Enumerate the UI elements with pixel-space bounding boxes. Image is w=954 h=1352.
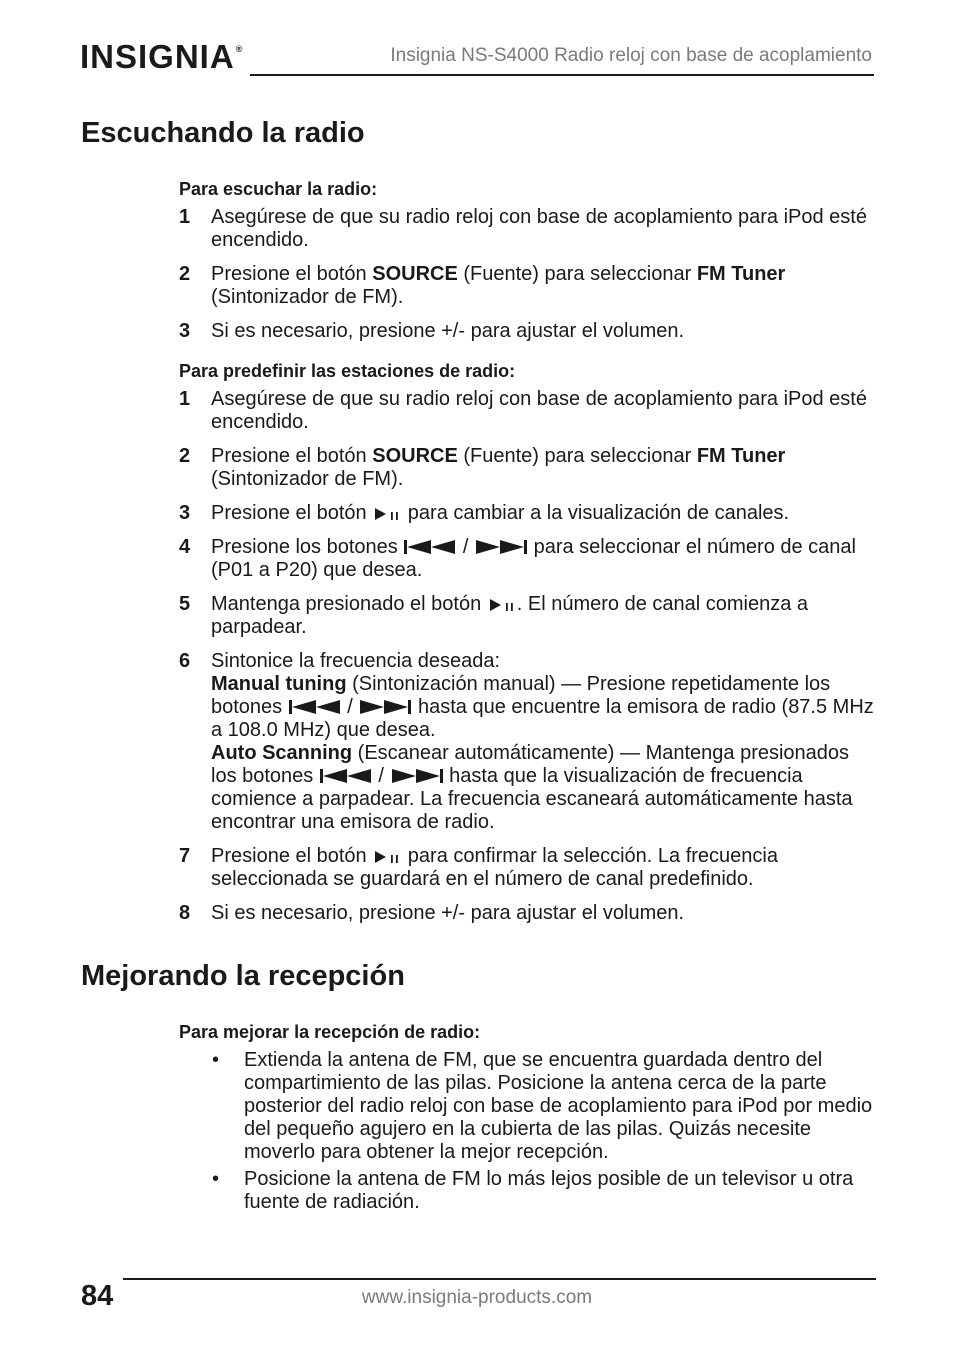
step-text: para confirmar la selección. La frecuencia seleccionada se guardará en el número de canal predefinido. [211,845,778,890]
list-item [179,445,879,491]
bullet-text: Posicione la antena de FM lo más lejos posible de un televisor u otra fuente de radiación. [244,1168,854,1213]
skip-forward-icon [390,767,444,785]
section-title-radio: Escuchando la radio [81,117,365,149]
step-text: Presione el botón [211,845,373,867]
step-text: Si es necesario, presione +/- para ajustar el volumen. [211,902,685,924]
source-label: SOURCE [372,445,458,467]
list-item [179,650,879,834]
step-text: (Sintonizador de FM). [211,468,404,490]
steps-preset [179,388,879,925]
step-number: 7 [179,845,191,867]
header-divider [250,74,874,76]
list-item [179,536,879,582]
bullets-reception [179,1049,879,1214]
footer-url: www.insignia-products.com [361,1287,593,1308]
step-number: 4 [179,536,191,558]
bullet-text: Extienda la antena de FM, que se encuentra guardada dentro del compartimiento de las pilas. Posicione la antena cerca de la parte posterior del radio reloj con base de acoplamiento para iPod por medio del pequeño agujero en la cubierta de las pilas. Quizás necesite moverlo para obtener la mejor recepción. [244,1049,873,1163]
step-text: Asegúrese de que su radio reloj con base de acoplamiento para iPod esté encendido. [211,388,867,433]
brand-logo-text: INSIGNIA [80,38,235,75]
step-text: / [372,765,390,787]
list-item [179,206,879,252]
step-text: / [457,536,475,558]
step-text: para seleccionar el número de canal (P01 a P20) que desea. [211,536,856,581]
list-item [179,1049,879,1164]
step-number: 5 [179,593,191,615]
step-text: Mantenga presionado el botón [211,593,487,615]
step-text: Asegúrese de que su radio reloj con base de acoplamiento para iPod esté encendido. [211,206,867,251]
bullet-mark: • [212,1049,220,1071]
list-item [179,502,879,525]
step-number: 1 [179,206,191,228]
step-number: 2 [179,263,191,285]
step-text: (Fuente) para seleccionar [457,445,697,467]
fm-tuner-label: FM Tuner [696,263,786,285]
fm-tuner-label: FM Tuner [696,445,786,467]
step-number: 3 [179,320,191,342]
source-label: SOURCE [372,263,458,285]
steps-listen [179,206,879,343]
auto-scanning-label: Auto Scanning [211,742,353,764]
registered-mark: ® [235,44,244,54]
step-text: (Escanear automáticamente) — Mantenga presionados los botones [211,742,850,787]
step-text: Presione el botón [211,502,373,524]
step-number: 8 [179,902,191,924]
list-item [179,320,879,343]
step-number: 2 [179,445,191,467]
skip-forward-icon [358,698,412,716]
play-pause-icon [487,597,517,613]
step-text: Presione el botón [211,445,373,467]
list-item [179,263,879,309]
list-item [179,1168,879,1214]
header-title: Insignia NS-S4000 Radio reloj con base de acoplamiento [390,45,872,66]
list-item [179,902,879,925]
step-number: 6 [179,650,191,672]
bullet-mark: • [212,1168,220,1190]
step-number: 3 [179,502,191,524]
play-pause-icon [372,849,402,865]
list-item [179,388,879,434]
manual-tuning-label: Manual tuning [211,673,347,695]
skip-back-icon [288,698,342,716]
step-text: Presione los botones [211,536,404,558]
section-title-reception: Mejorando la recepción [81,960,405,992]
brand-logo [80,38,243,76]
step-text: Sintonice la frecuencia deseada: [211,650,501,672]
step-text: / [341,696,359,718]
section-reception-content [179,1022,879,1218]
subheading-reception: Para mejorar la recepción de radio: [179,1022,481,1042]
skip-forward-icon [474,538,528,556]
step-text: (Sintonización manual) — Presione repetidamente los botones [211,673,831,718]
step-text: (Sintonizador de FM). [211,286,404,308]
step-text: para cambiar a la visualización de canales. [402,502,790,524]
skip-back-icon [403,538,457,556]
step-text: Presione el botón [211,263,373,285]
subheading-preset: Para predefinir las estaciones de radio: [179,361,516,381]
section-radio-content [179,179,879,936]
play-pause-icon [372,506,402,522]
list-item [179,845,879,891]
list-item [179,593,879,639]
footer-divider [123,1278,876,1280]
step-text: (Fuente) para seleccionar [457,263,697,285]
skip-back-icon [319,767,373,785]
step-text: hasta que encuentre la emisora de radio (87.5 MHz a 108.0 MHz) que desea. [211,696,874,741]
step-text: hasta que la visualización de frecuencia comience a parpadear. La frecuencia escaneará automáticamente hasta encontrar una emisora de radio. [211,765,853,833]
step-text: Si es necesario, presione +/- para ajustar el volumen. [211,320,685,342]
subheading-listen: Para escuchar la radio: [179,179,378,199]
page-number: 84 [81,1280,114,1312]
step-text: . El número de canal comienza a parpadear. [211,593,809,638]
step-number: 1 [179,388,191,410]
